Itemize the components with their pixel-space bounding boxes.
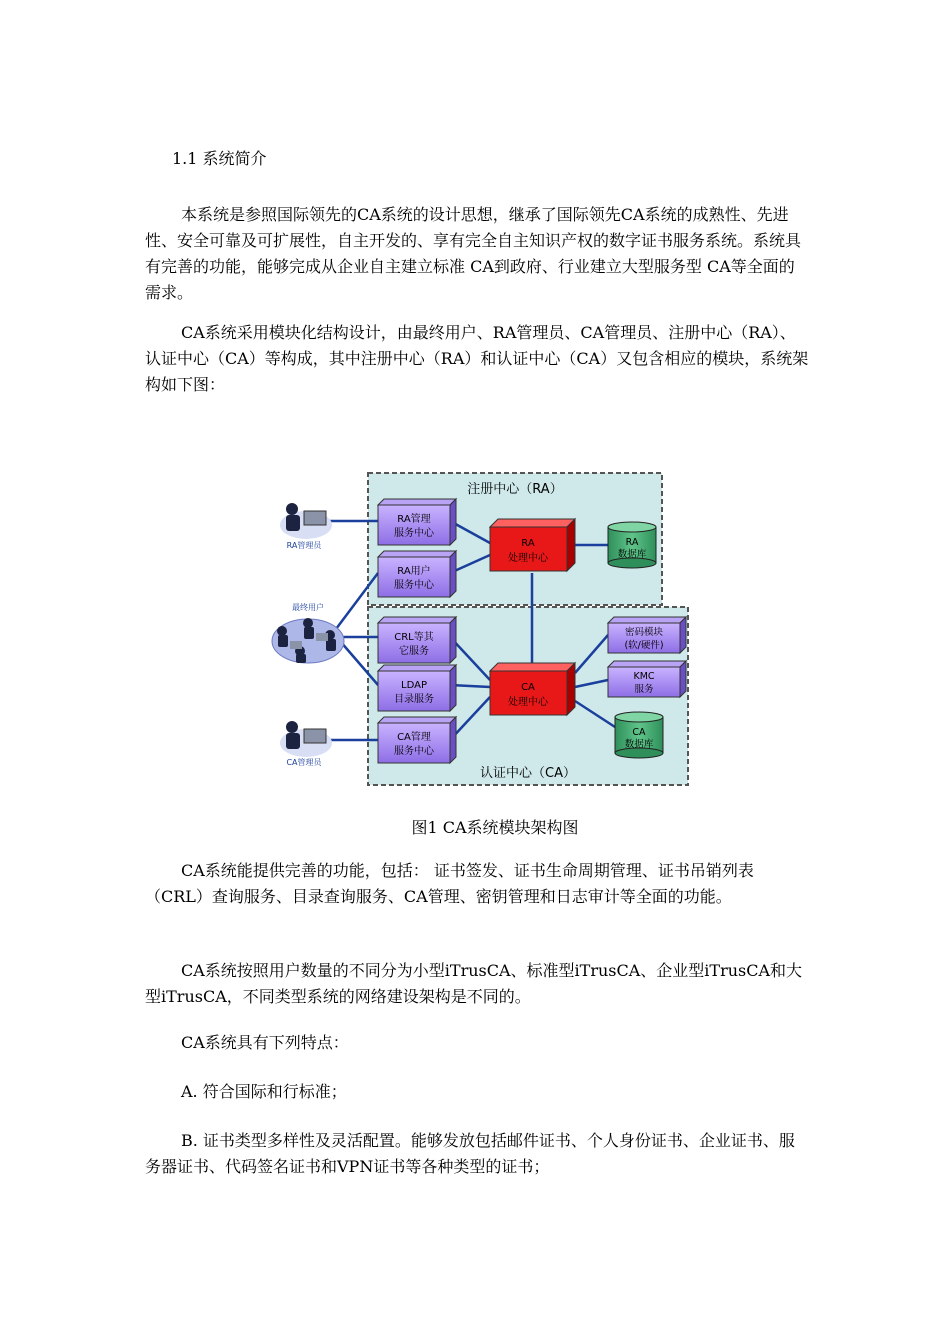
svg-text:它服务: 它服务	[399, 646, 429, 657]
svg-text:CRL等其: CRL等其	[394, 632, 434, 643]
svg-text:RA: RA	[521, 538, 535, 549]
section-heading: 1.1 系统简介	[172, 149, 267, 168]
svg-text:(软/硬件): (软/硬件)	[624, 640, 664, 651]
ca-processing-box	[490, 663, 575, 715]
ca-database-icon	[615, 712, 663, 758]
svg-text:数据库: 数据库	[617, 549, 647, 560]
svg-text:数据库: 数据库	[624, 739, 654, 750]
ldap-box	[378, 665, 456, 711]
paragraph-intro: 本系统是参照国际领先的CA系统的设计思想，继承了国际领先CA系统的成熟性、先进性、安全可靠及可扩展性，自主开发的、享有完全自主知识产权的数字证书服务系统。系统具有完善的功能，能够完成从企业自主建立标准 CA到政府、行业建立大型服务型 CA等全面的需求。	[145, 205, 802, 302]
crl-box	[378, 617, 456, 663]
svg-text:RA管理员: RA管理员	[286, 541, 322, 550]
paragraph-types: CA系统按照用户数量的不同分为小型iTrusCA、标准型iTrusCA、企业型iTrusCA和大型iTrusCA，不同类型系统的网络建设架构是不同的。	[145, 961, 803, 1006]
svg-text:目录服务: 目录服务	[394, 694, 434, 705]
svg-text:处理中心: 处理中心	[508, 553, 548, 564]
svg-text:CA: CA	[632, 727, 646, 738]
paragraph-functions: CA系统能提供完善的功能，包括： 证书签发、证书生命周期管理、证书吊销列表（CRL）查询服务、目录查询服务、CA管理、密钥管理和日志审计等全面的功能。	[145, 861, 754, 906]
svg-text:KMC: KMC	[633, 671, 655, 682]
feature-item-a: A. 符合国际和行标准；	[181, 1082, 347, 1101]
ra-user-box	[378, 551, 456, 597]
ca-mgmt-box	[378, 717, 456, 763]
ra-mgmt-box	[378, 499, 456, 545]
svg-text:服务中心: 服务中心	[394, 528, 434, 539]
svg-text:服务中心: 服务中心	[394, 580, 434, 591]
svg-text:RA用户: RA用户	[397, 566, 431, 577]
ca-region-title: 认证中心（CA）	[480, 766, 576, 781]
ra-admin-icon	[280, 503, 332, 550]
feature-item-b: B. 证书类型多样性及灵活配置。能够发放包括邮件证书、个人身份证书、企业证书、服务器证书、代码签名证书和VPN证书等各种类型的证书；	[145, 1131, 795, 1176]
svg-text:CA管理员: CA管理员	[286, 758, 322, 767]
ra-database-icon	[608, 522, 656, 568]
ca-admin-icon	[280, 721, 332, 767]
svg-text:处理中心: 处理中心	[508, 697, 548, 708]
svg-text:最终用户: 最终用户	[292, 603, 324, 612]
svg-text:密码模块: 密码模块	[624, 627, 664, 638]
svg-text:CA管理: CA管理	[397, 732, 431, 743]
ra-processing-box	[490, 519, 575, 571]
end-users-icon	[272, 602, 344, 663]
svg-text:RA管理: RA管理	[397, 514, 431, 525]
ra-region-title: 注册中心（RA）	[467, 482, 563, 497]
crypto-box	[608, 617, 686, 653]
svg-text:服务中心: 服务中心	[394, 746, 434, 757]
kmc-box	[608, 661, 686, 697]
svg-text:LDAP: LDAP	[401, 680, 427, 691]
svg-text:服务: 服务	[634, 684, 654, 695]
paragraph-features-intro: CA系统具有下列特点：	[181, 1033, 349, 1052]
figure-caption: 图1 CA系统模块架构图	[411, 818, 579, 837]
svg-text:CA: CA	[521, 682, 535, 693]
ca-architecture-diagram	[270, 465, 700, 795]
svg-text:RA: RA	[625, 537, 639, 548]
paragraph-architecture: CA系统采用模块化结构设计，由最终用户、RA管理员、CA管理员、注册中心（RA）、认证中心（CA）等构成，其中注册中心（RA）和认证中心（CA）又包含相应的模块，系统架构如下图：	[145, 323, 809, 394]
